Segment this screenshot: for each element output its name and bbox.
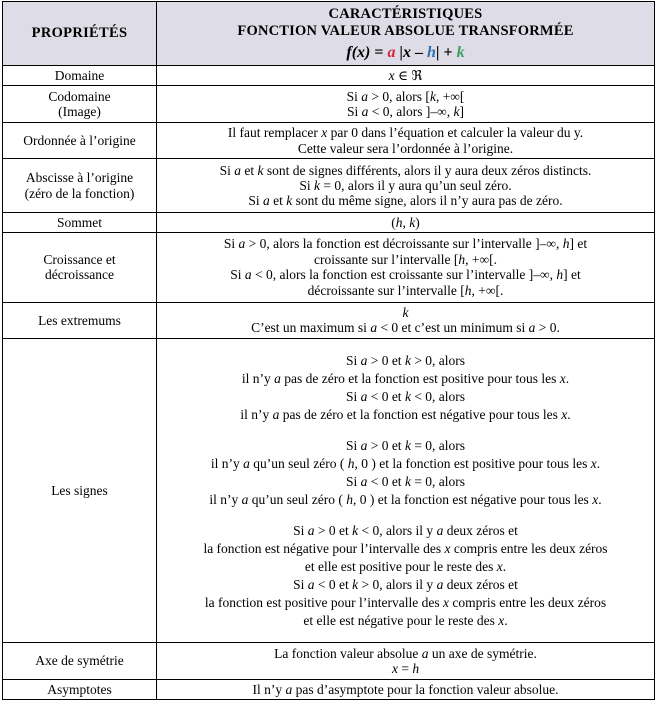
characteristic-line: Cette valeur sera l’ordonnée à l’origine. [297,140,514,156]
paragraph-spacer [160,424,651,437]
property-name-cell [3,212,157,232]
formula-plus: + [443,43,453,61]
property-label: Asymptotes [47,681,112,697]
characteristic-line: Si a > 0 et k = 0, alors [345,437,466,453]
characteristic-line: Il faut remplacer x par 0 dans l’équation et calculer la valeur du y. [227,125,584,141]
property-label: Domaine [54,68,105,84]
characteristic-cell [157,643,655,680]
property-name-cell [3,66,157,86]
header-characteristics-cell [157,2,655,66]
characteristic-line: croissante sur l’intervalle [h, +∞[. [314,251,497,267]
table-row-codomaine [3,86,655,123]
characteristic-cell [157,232,655,302]
characteristic-cell [157,86,655,123]
property-label: Codomaine [48,88,111,104]
characteristic-line: Si a < 0, alors la fonction est croissante sur l’intervalle ]–∞, h] et [230,267,581,283]
table-row-asymptotes [3,679,655,699]
characteristic-line: il n’y a pas de zéro et la fonction est positive pour tous les x. [241,371,570,387]
characteristic-line: Si a > 0 et k < 0, alors il y a deux zéros et [293,522,518,538]
characteristic-cell [157,122,655,159]
formula-parameter-k: k [456,43,465,61]
property-name-cell [3,643,157,680]
characteristic-line: C’est un maximum si a < 0 et c’est un minimum si a > 0. [251,320,560,336]
characteristic-line: Si a < 0 et k = 0, alors [345,473,466,489]
characteristic-cell [157,66,655,86]
property-label: Les signes [51,483,108,499]
characteristic-line: Si a et k sont de signes différents, alors il y aura deux zéros distincts. [219,162,592,178]
header-characteristics-line2: FONCTION VALEUR ABSOLUE TRANSFORMÉE [237,23,574,40]
characteristic-line: (h, k) [391,214,420,230]
characteristic-line: il n’y a qu’un seul zéro ( h, 0 ) et la fonction est négative pour tous les x. [209,491,602,507]
table-row-abscisse-a-lorigine [3,159,655,212]
characteristic-cell [157,159,655,212]
property-name-cell [3,679,157,699]
characteristic-line: x = h [391,661,420,677]
function-formula [160,44,651,62]
property-name-cell [3,86,157,123]
absolute-value-function-properties-table [2,1,655,700]
property-label: Axe de symétrie [35,653,124,669]
table-header-row [3,2,655,66]
characteristic-line: et elle est positive pour le reste des x. [304,558,507,574]
table-row-les-extremums [3,302,655,339]
property-label: Croissance et [43,251,116,267]
characteristic-line: Si k = 0, alors il y aura qu’un seul zéro. [299,177,512,193]
characteristic-line: Si a > 0, alors la fonction est décroissante sur l’intervalle ]–∞, h] et [223,236,588,252]
property-name-cell [3,302,157,339]
table-row-axe-de-symetrie [3,643,655,680]
characteristic-line: et elle est négative pour le reste des x. [303,612,508,628]
characteristic-cell [157,212,655,232]
table-row-domaine [3,66,655,86]
formula-equals: = [374,43,384,61]
property-name-cell [3,339,157,643]
property-sublabel: (Image) [58,104,101,120]
property-sublabel: décroissance [45,267,114,283]
property-name-cell [3,232,157,302]
table-row-croissance-decroissance [3,232,655,302]
characteristic-line: La fonction valeur absolue a un axe de symétrie. [274,645,537,661]
property-label: Les extremums [38,312,121,328]
characteristic-line: Si a et k sont du même signe, alors il n’y aura pas de zéro. [248,193,563,209]
characteristic-line: la fonction est positive pour l’intervalle des x compris entre les deux zéros [204,594,607,610]
header-properties-cell [3,2,157,66]
formula-parameter-a: a [387,43,396,61]
characteristic-line: Si a < 0, alors ]–∞, k] [347,104,464,120]
table-row-ordonnee-a-lorigine [3,122,655,159]
formula-fx: f(x) [346,43,371,61]
characteristic-cell [157,302,655,339]
property-sublabel: (zéro de la fonction) [24,185,135,201]
characteristic-line: x ∈ ℜ [388,68,423,84]
formula-variable-x: x [403,43,412,61]
characteristic-line: il n’y a qu’un seul zéro ( h, 0 ) et la fonction est positive pour tous les x. [210,455,601,471]
formula-parameter-h: h [427,43,436,61]
property-name-cell [3,122,157,159]
characteristic-line: Si a > 0, alors [k, +∞[ [346,88,465,104]
header-properties-label: PROPRIÉTÉS [31,25,128,42]
formula-minus: – [415,43,424,61]
header-characteristics-line1: CARACTÉRISTIQUES [328,5,483,22]
table-row-sommet [3,212,655,232]
characteristic-line: la fonction est négative pour l’intervalle des x compris entre les deux zéros [203,540,608,556]
formula-bar-open: | [399,43,404,61]
characteristic-line: il n’y a pas de zéro et la fonction est négative pour tous les x. [240,406,571,422]
characteristic-line: Il n’y a pas d’asymptote pour la fonction valeur absolue. [252,681,559,697]
characteristic-line: Si a > 0 et k > 0, alors [345,353,466,369]
characteristic-line: Si a < 0 et k > 0, alors il y a deux zéros et [293,576,518,592]
characteristic-cell [157,339,655,643]
property-label: Sommet [56,214,102,230]
paragraph-spacer [160,509,651,522]
characteristic-line: Si a < 0 et k < 0, alors [345,389,466,405]
property-name-cell [3,159,157,212]
characteristic-line: k [402,305,409,321]
table-body [3,2,655,700]
characteristic-line: décroissante sur l’intervalle [h, +∞[. [307,282,504,298]
formula-bar-close: | [435,43,440,61]
property-label: Abscisse à l’origine [25,170,134,186]
table-row-les-signes [3,339,655,643]
characteristic-cell [157,679,655,699]
property-label: Ordonnée à l’origine [23,132,136,148]
